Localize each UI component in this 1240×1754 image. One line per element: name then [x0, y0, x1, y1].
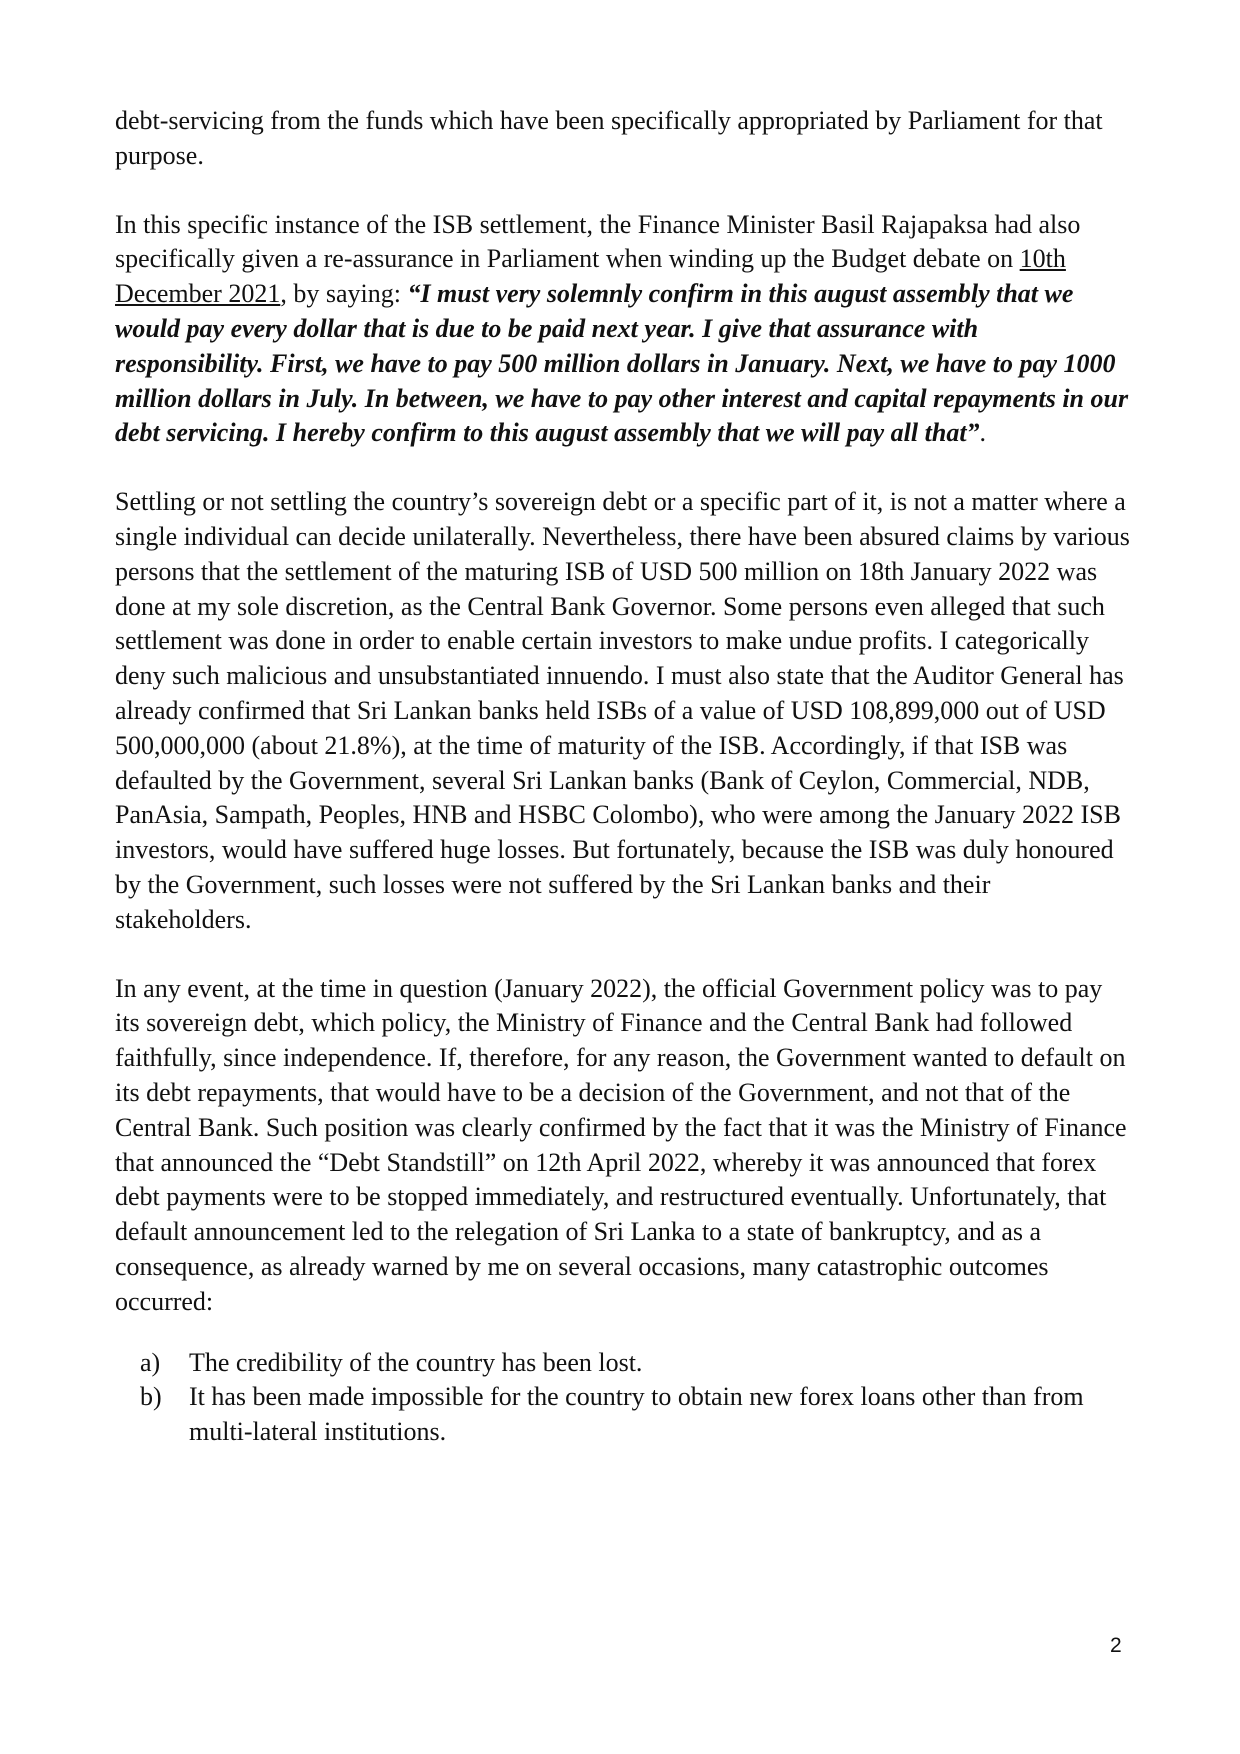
outcomes-list — [115, 1346, 1133, 1450]
list-item — [115, 1346, 1133, 1381]
paragraph-2-mid: , by saying: — [280, 279, 408, 309]
paragraph-4-text: In any event, at the time in question (January 2022), the official Government policy was to pay its sovereign debt, which policy, the Ministry of Finance and the Central Bank had followed faithfully, since independence. If, therefore, for any reason, the Government wanted to default on its debt repayments, that would have to be a decision of the Government, and not that of the Central Bank. Such position was clearly confirmed by the fact that it was the Ministry of Finance that announced the “Debt Standstill” on 12th April 2022, whereby it was announced that forex debt payments were to be stopped immediately, and restructured eventually. Unfortunately, that default announcement led to the relegation of Sri Lanka to a state of bankruptcy, and as a consequence, as already warned by me on several occasions, many catastrophic outcomes occurred: — [115, 973, 1127, 1316]
paragraph-2 — [115, 208, 1133, 452]
paragraph-4 — [115, 972, 1133, 1320]
list-item-text: It has been made impossible for the country to obtain new forex loans other than from multi-lateral institutions. — [189, 1382, 1084, 1447]
list-item-marker: a) — [140, 1347, 161, 1377]
list-item — [115, 1380, 1133, 1450]
list-item-marker: b) — [140, 1382, 162, 1412]
paragraph-3-text: Settling or not settling the country’s sovereign debt or a specific part of it, is not a matter where a single individual can decide unilaterally. Nevertheless, there have been absured claims by various persons that the settlement of the maturing ISB of USD 500 million on 18th January 2022 was done at my sole discretion, as the Central Bank Governor. Some persons even alleged that such settlement was done in order to enable certain investors to make undue profits. I categorically deny such malicious and unsubstantiated innuendo. I must also state that the Auditor General has already confirmed that Sri Lankan banks held ISBs of a value of USD 108,899,000 out of USD 500,000,000 (about 21.8%), at the time of maturity of the ISB. Accordingly, if that ISB was defaulted by the Government, several Sri Lankan banks (Bank of Ceylon, Commercial, NDB, PanAsia, Sampath, Peoples, HNB and HSBC Colombo), who were among the January 2022 ISB investors, would have suffered huge losses. But fortunately, because the ISB was duly honoured by the Government, such losses were not suffered by the Sri Lankan banks and their stakeholders. — [115, 487, 1130, 934]
paragraph-1 — [115, 104, 1133, 174]
paragraph-2-end: . — [979, 418, 987, 448]
budget-debate-date: 10th December 2021 — [115, 244, 1066, 309]
document-body — [115, 104, 1133, 1450]
paragraph-2-intro: In this specific instance of the ISB settlement, the Finance Minister Basil Rajapaksa had also specifically given a re-assurance in Parliament when winding up the Budget debate on — [115, 209, 1081, 274]
paragraph-1-text: debt-servicing from the funds which have been specifically appropriated by Parliament for that purpose. — [115, 106, 1103, 170]
list-item-text: The credibility of the country has been lost. — [189, 1347, 643, 1377]
page-number: 2 — [1110, 1634, 1122, 1657]
paragraph-3 — [115, 485, 1133, 937]
minister-quote: “I must very solemnly confirm in this august assembly that we would pay every dollar that is due to be paid next year. I give that assurance with responsibility. First, we have to pay 500 million dollars in January. Next, we have to pay 1000 million dollars in July. In between, we have to pay other interest and capital repayments in our debt servicing. I hereby confirm to this august assembly that we will pay all that” — [115, 279, 1129, 448]
